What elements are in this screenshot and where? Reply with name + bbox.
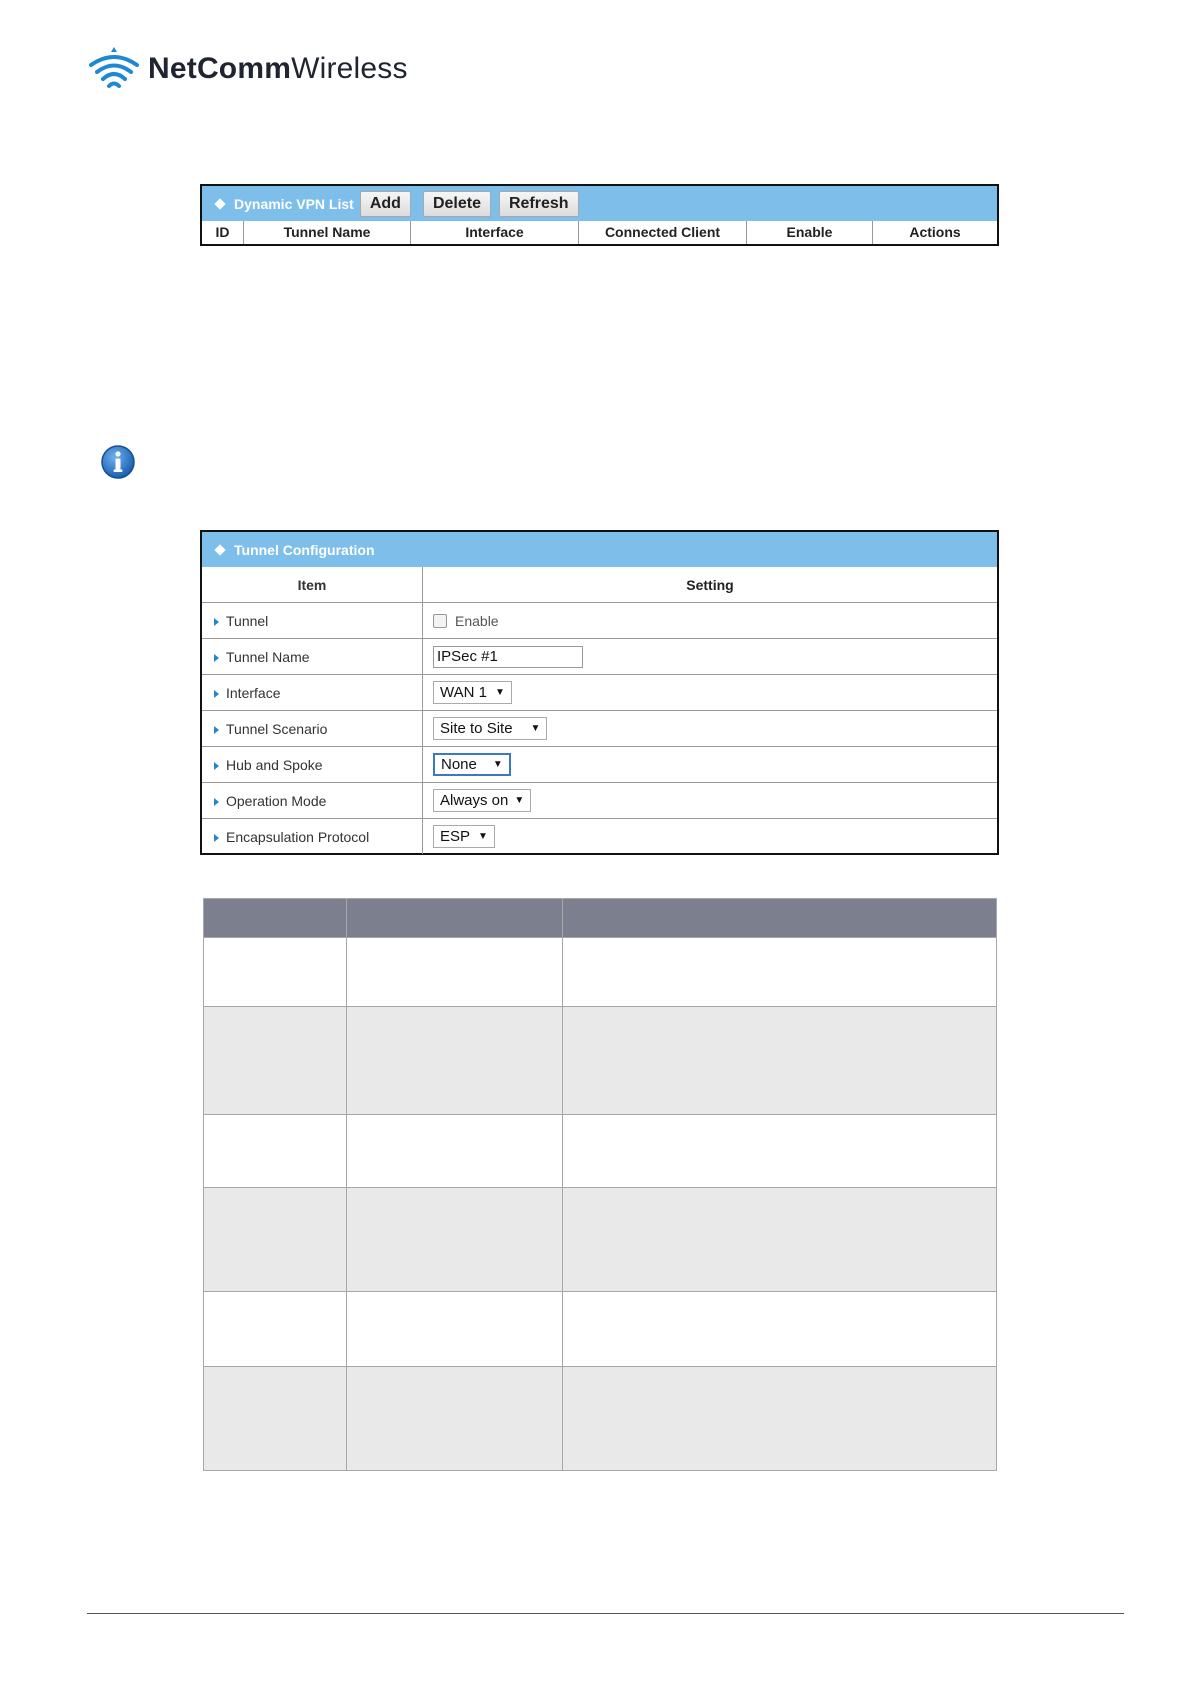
operation-mode-select[interactable]: Always on ▼ bbox=[433, 789, 531, 812]
tunnel-config-column-header bbox=[202, 567, 997, 602]
delete-button[interactable]: Delete bbox=[423, 191, 491, 217]
tunnel-enable-checkbox[interactable] bbox=[433, 614, 447, 628]
triangle-right-icon bbox=[214, 654, 219, 662]
triangle-right-icon bbox=[214, 798, 219, 806]
interface-label: Interface bbox=[226, 684, 281, 701]
table-row bbox=[204, 1188, 997, 1292]
triangle-right-icon bbox=[214, 762, 219, 770]
row-interface bbox=[202, 674, 997, 710]
tunnel-config-header bbox=[202, 532, 997, 567]
tunnel-name-input[interactable] bbox=[433, 646, 583, 668]
brand-logo bbox=[88, 44, 408, 94]
dropdown-arrow-icon: ▼ bbox=[478, 831, 488, 842]
hub-and-spoke-label: Hub and Spoke bbox=[226, 756, 323, 773]
triangle-right-icon bbox=[214, 726, 219, 734]
triangle-right-icon bbox=[214, 690, 219, 698]
tunnel-config-panel bbox=[200, 530, 999, 855]
row-encapsulation-protocol bbox=[202, 818, 997, 854]
description-table-header bbox=[204, 899, 997, 938]
table-row bbox=[204, 1115, 997, 1188]
col-tunnel-name: Tunnel Name bbox=[244, 221, 411, 244]
tunnel-name-label: Tunnel Name bbox=[226, 648, 310, 665]
dropdown-arrow-icon: ▼ bbox=[530, 723, 541, 734]
dynamic-vpn-columns bbox=[202, 221, 997, 244]
col-enable: Enable bbox=[747, 221, 873, 244]
row-tunnel-name bbox=[202, 638, 997, 674]
description-table bbox=[203, 898, 997, 1471]
encapsulation-protocol-label: Encapsulation Protocol bbox=[226, 828, 370, 845]
refresh-button[interactable]: Refresh bbox=[499, 191, 579, 217]
diamond-icon bbox=[214, 544, 225, 555]
row-tunnel-scenario bbox=[202, 710, 997, 746]
operation-mode-label: Operation Mode bbox=[226, 792, 327, 809]
add-button[interactable]: Add bbox=[360, 191, 411, 217]
wifi-logo-icon bbox=[88, 45, 140, 93]
row-operation-mode bbox=[202, 782, 997, 818]
row-tunnel bbox=[202, 602, 997, 638]
tunnel-config-title: Tunnel Configuration bbox=[234, 541, 375, 558]
table-row bbox=[204, 1007, 997, 1115]
info-icon bbox=[100, 444, 136, 485]
col-interface: Interface bbox=[411, 221, 579, 244]
col-connected-client: Connected Client bbox=[579, 221, 747, 244]
tunnel-enable-label: Enable bbox=[455, 612, 499, 629]
encapsulation-protocol-select[interactable]: ESP ▼ bbox=[433, 825, 495, 848]
brand-name: NetCommWireless bbox=[148, 52, 408, 85]
col-item: Item bbox=[202, 567, 423, 602]
dropdown-arrow-icon: ▼ bbox=[514, 795, 525, 806]
col-actions: Actions bbox=[909, 224, 961, 240]
table-row bbox=[204, 1367, 997, 1471]
row-hub-and-spoke bbox=[202, 746, 997, 782]
table-row bbox=[204, 938, 997, 1007]
col-setting: Setting bbox=[686, 576, 734, 593]
table-row bbox=[204, 1292, 997, 1367]
dynamic-vpn-title: Dynamic VPN List bbox=[234, 195, 354, 212]
dynamic-vpn-panel bbox=[200, 184, 999, 246]
footer-divider bbox=[87, 1613, 1124, 1614]
tunnel-label: Tunnel bbox=[226, 612, 269, 629]
dropdown-arrow-icon: ▼ bbox=[492, 759, 503, 770]
col-id: ID bbox=[202, 221, 244, 244]
interface-select[interactable]: WAN 1 ▼ bbox=[433, 681, 512, 704]
dynamic-vpn-header bbox=[202, 186, 997, 221]
tunnel-scenario-select[interactable]: Site to Site ▼ bbox=[433, 717, 547, 740]
tunnel-scenario-label: Tunnel Scenario bbox=[226, 720, 328, 737]
triangle-right-icon bbox=[214, 618, 219, 626]
hub-and-spoke-select[interactable]: None ▼ bbox=[433, 753, 511, 776]
dropdown-arrow-icon: ▼ bbox=[494, 687, 505, 698]
diamond-icon bbox=[214, 198, 225, 209]
triangle-right-icon bbox=[214, 834, 219, 842]
